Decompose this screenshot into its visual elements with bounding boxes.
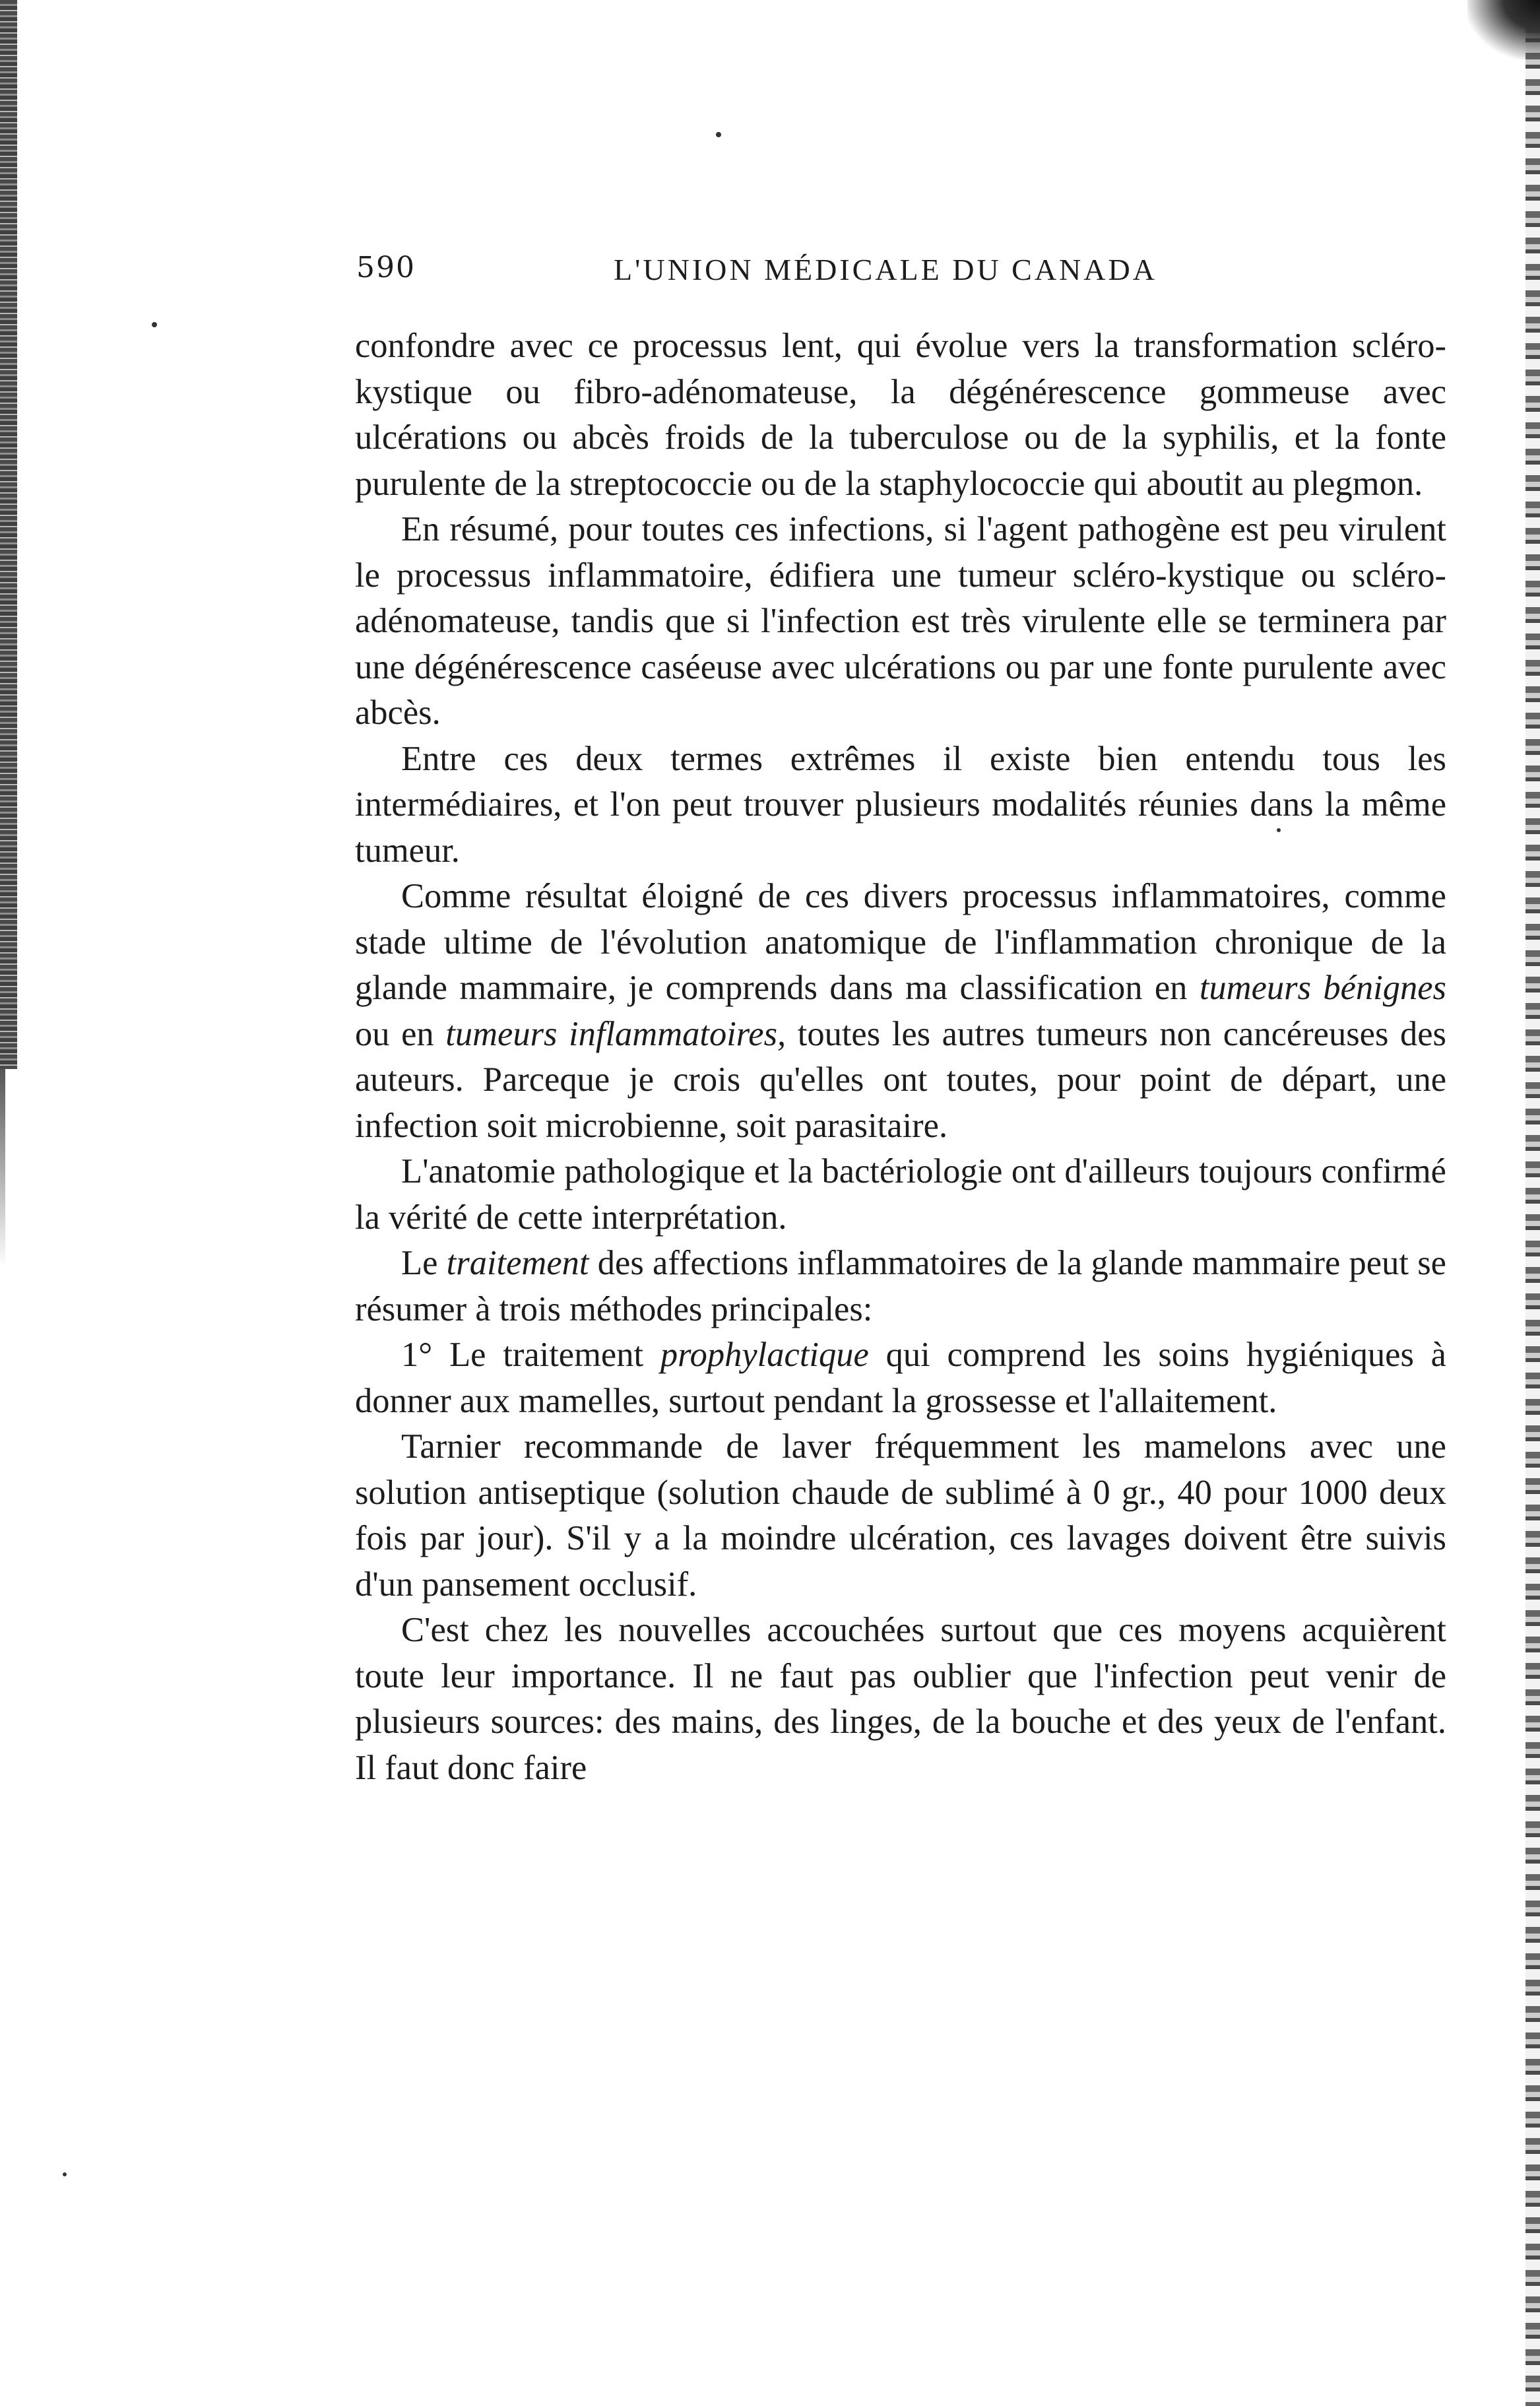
paragraph-text: C'est chez les nouvelles accouchées surtout que ces moyens acquièrent toute leur importance. Il ne faut pas oublier que l'infection peut venir de plusieurs sources: des mains, des linges, de la bouche et des yeux de l'enfant. Il faut donc faire [355,1611,1446,1787]
paragraph-text: 1° Le traitement [401,1336,660,1374]
running-title: L'UNION MÉDICALE DU CANADA [614,253,1157,286]
paragraph-text: Comme résultat éloigné de ces divers processus inflammatoires, comme stade ultime de l'évolution anatomique de l'inflammation chronique de la glande mammaire, je comprends dans ma classification en [355,877,1446,1007]
running-head [356,251,1181,290]
paragraph [355,1149,1446,1241]
paragraph-text: confondre avec ce processus lent, qui évolue vers la transformation scléro-kystique ou fibro-adénomateuse, la dégénérescence gommeuse avec ulcérations ou abcès froids de la tuberculose ou de la syphilis, et la fonte purulente de la streptococcie ou de la staphylococcie qui aboutit au plegmon. [355,327,1446,503]
scan-speck [716,132,721,137]
paragraph [355,1332,1446,1424]
paragraph [355,323,1446,507]
paragraph [355,1424,1446,1608]
paragraph-text: toutes les autres tumeurs non cancéreuses des auteurs. Parceque je crois qu'elles ont toutes, pour point de départ, une infection soit microbienne, soit parasitaire. [355,1014,1446,1145]
paragraph-text: qui comprend les soins hygiéniques à donner aux mamelles, surtout pendant la grossesse et l'allaitement. [355,1336,1446,1420]
scan-edge-left [0,0,17,1069]
paragraph-text: des affections inflammatoires de la glande mammaire peut se résumer à trois méthodes principales: [355,1244,1446,1328]
paragraph-text: L'anatomie pathologique et la bactériologie ont d'ailleurs toujours confirmé la vérité de cette interprétation. [355,1152,1446,1237]
scan-edge-right [1525,0,1540,2406]
paragraph [355,507,1446,736]
body-text [355,323,1446,1791]
scan-corner-blot [1467,0,1540,59]
scan-speck [63,2172,67,2176]
page-number: 590 [356,251,416,284]
italic-text: tumeurs inflammatoires, [445,1014,786,1053]
paragraph-text: En résumé, pour toutes ces infections, si l'agent pathogène est peu virulent le processus inflammatoire, édifiera une tumeur scléro-kystique ou scléro-adénomateuse, tandis que si l'infection est très virulente elle se terminera par une dégénérescence caséeuse avec ulcérations ou par une fonte purulente avec abcès. [355,510,1446,732]
paragraph [355,1608,1446,1791]
paragraph [355,736,1446,874]
paragraph-text: Le [401,1244,447,1282]
paragraph-text: Entre ces deux termes extrêmes il existe bien entendu tous les intermédiaires, et l'on peut trouver plusieurs modalités réunies dans la même tumeur. [355,739,1446,870]
italic-text: tumeurs bénignes [1199,969,1446,1007]
italic-text: traitement [446,1244,589,1282]
paragraph-text: ou en [355,1014,446,1053]
italic-text: prophylactique [660,1336,869,1374]
paragraph-text: Tarnier recommande de laver fréquemment les mamelons avec une solution antiseptique (solution chaude de sublimé à 0 gr., 40 pour 1000 deux fois par jour). S'il y a la moindre ulcération, ces lavages doivent être suivis d'un pansement occlusif. [355,1427,1446,1604]
paragraph [355,874,1446,1149]
scan-speck [152,322,157,327]
paragraph [355,1241,1446,1332]
scan-edge-left-fade [0,1069,5,1267]
